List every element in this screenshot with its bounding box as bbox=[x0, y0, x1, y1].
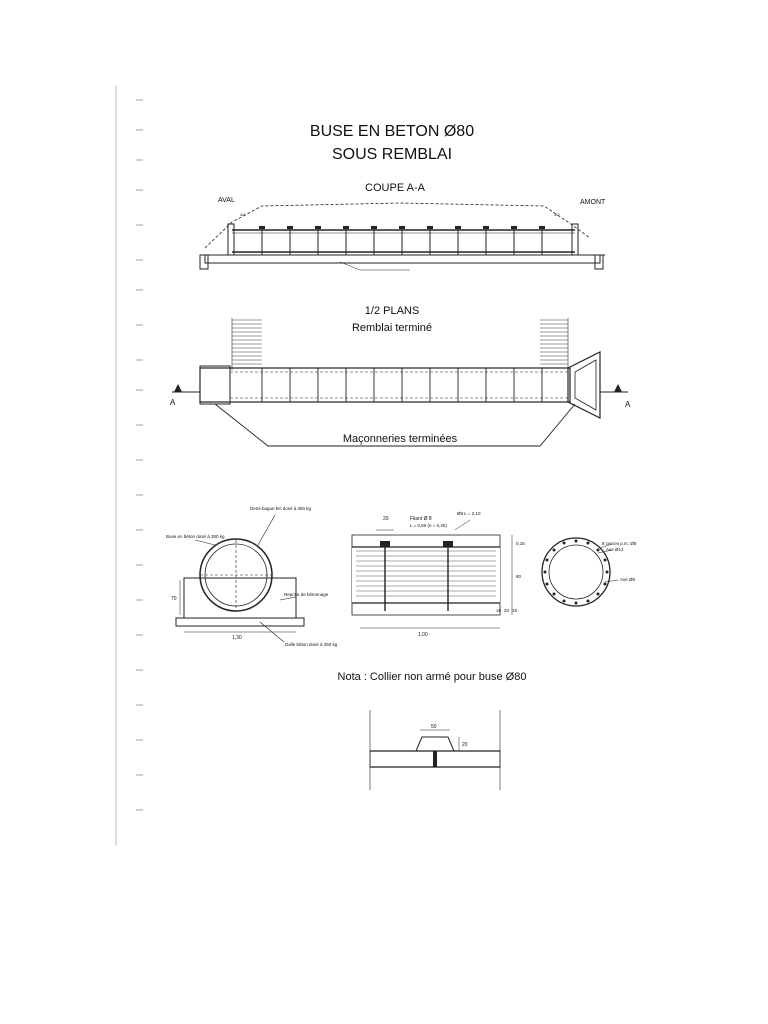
plan-heading: 1/2 PLANS bbox=[364, 305, 420, 317]
nota-text: Nota : Collier non armé pour buse Ø80 bbox=[337, 671, 527, 683]
longitudinal-side-dim-c: 15 bbox=[496, 608, 502, 613]
section-aval-label: AVAL bbox=[218, 197, 235, 204]
collar-height-dim: 20 bbox=[462, 742, 468, 748]
longitudinal-side-dim-a: 0,15 bbox=[516, 541, 525, 546]
longitudinal-stirrup-label: Ø8 L = 2,10 bbox=[457, 511, 481, 516]
section-heading: COUPE A-A bbox=[365, 182, 425, 194]
longitudinal-side-dim-b: 80 bbox=[516, 574, 522, 579]
saddle-bed-label: Dalle béton dosé à 250 kg bbox=[285, 642, 338, 647]
section-amont-label: AMONT bbox=[580, 199, 606, 206]
longitudinal-side-dim-e: 15 bbox=[512, 608, 518, 613]
saddle-pipe-label: Buse en béton dosé à 350 kg bbox=[166, 534, 225, 539]
section-slope-left: 4/1 bbox=[240, 212, 246, 217]
ring-hoop-label: Axe Ø8 bbox=[620, 577, 636, 582]
masonry-label: Maçonneries terminées bbox=[342, 433, 458, 445]
section-slope-right: 3/2 bbox=[554, 212, 560, 217]
saddle-backfill-label: Reprise de bétonnage bbox=[284, 592, 329, 597]
cut-marker-right: A bbox=[625, 400, 631, 409]
saddle-width-dim: 1,30 bbox=[232, 635, 242, 641]
title-line-2: SOUS REMBLAI bbox=[331, 146, 453, 163]
saddle-height-dim: 70 bbox=[171, 596, 177, 602]
plan-subheading: Remblai terminé bbox=[351, 322, 433, 334]
longitudinal-length-dim: 1,00 bbox=[418, 632, 428, 638]
title-line-1: BUSE EN BETON Ø80 bbox=[309, 123, 475, 140]
longitudinal-top-dim: 20 bbox=[383, 516, 389, 522]
ring-rebar-label: 8 cerces p.m. Ø8 bbox=[602, 541, 637, 546]
collar-width-dim: 50 bbox=[431, 724, 437, 730]
ring-axis-label: Axe Ø12 bbox=[606, 547, 624, 552]
saddle-halfring-label: Demi-bague BA dosé à 350 kg bbox=[250, 506, 312, 511]
paper-sheet bbox=[114, 86, 655, 844]
longitudinal-rebar-length: L = 0,50 (e = 0,30) bbox=[410, 523, 447, 528]
longitudinal-side-dim-d: 20 bbox=[504, 608, 510, 613]
cut-marker-left: A bbox=[170, 398, 176, 407]
longitudinal-rebar-label: Filant Ø 8 bbox=[410, 516, 432, 522]
